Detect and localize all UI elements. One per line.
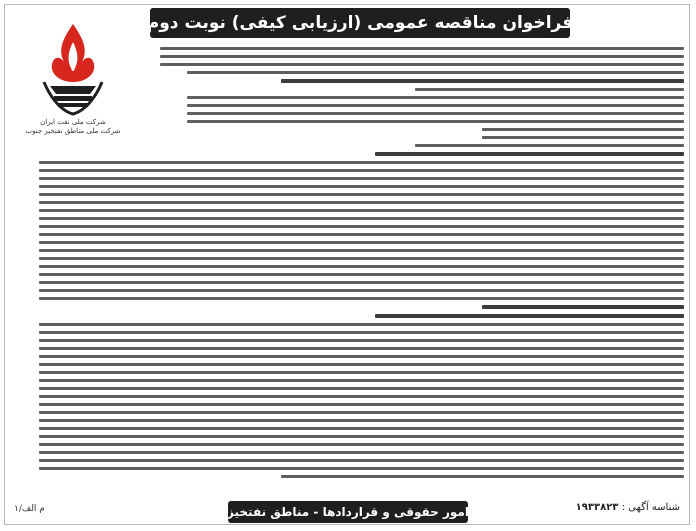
body-text-line <box>39 265 684 268</box>
body-text-line <box>160 47 684 50</box>
body-text-line <box>39 395 684 398</box>
body-text-line <box>39 363 684 366</box>
body-text-line <box>187 71 684 74</box>
body-text-line <box>39 459 684 462</box>
body-text-line <box>39 217 684 220</box>
footer-note: م الف/۱ <box>14 504 45 514</box>
body-text-line <box>482 128 684 131</box>
body-text-line <box>187 120 684 123</box>
body-text-line <box>39 467 684 470</box>
footer-row <box>4 498 690 526</box>
body-text-line <box>415 144 684 147</box>
body-text-line <box>39 427 684 430</box>
body-text-line <box>39 379 684 382</box>
body-text-line <box>39 273 684 276</box>
body-text-line <box>39 403 684 406</box>
body-text-line <box>160 55 684 58</box>
body-text-line <box>39 435 684 438</box>
body-text-line <box>187 96 684 99</box>
body-text-line <box>39 241 684 244</box>
body-text-line <box>39 201 684 204</box>
notice-id-value: ۱۹۳۳۸۲۳ <box>575 502 619 513</box>
body-text-line <box>39 419 684 422</box>
body-text-line <box>39 451 684 454</box>
logo-caption-line2: شرکت ملی مناطق نفتخیز جنوب <box>25 127 121 135</box>
body-text-line <box>187 104 684 107</box>
body-text-line <box>39 193 684 196</box>
document-title-banner <box>146 8 574 38</box>
body-text-line <box>39 281 684 284</box>
body-text-line <box>39 289 684 292</box>
notice-id-label: شناسه آگهی : <box>621 502 680 513</box>
body-text-line <box>482 305 684 309</box>
body-text-line <box>39 177 684 180</box>
body-text-line <box>281 79 684 83</box>
notice-id <box>576 502 680 513</box>
document-body-text <box>12 42 684 480</box>
body-text-line <box>39 411 684 414</box>
body-text-line <box>39 297 684 300</box>
body-text-line <box>39 443 684 446</box>
body-text-line <box>281 475 684 478</box>
body-text-line <box>415 88 684 91</box>
footer-banner-text: امور حقوقی و قراردادها - مناطق نفتخیز <box>227 505 469 519</box>
body-text-line <box>39 339 684 342</box>
body-text-line <box>39 161 684 164</box>
body-text-line <box>39 209 684 212</box>
body-text-line <box>39 233 684 236</box>
body-text-line <box>39 249 684 252</box>
body-text-line <box>39 169 684 172</box>
body-text-line <box>187 112 684 115</box>
document-title: فراخوان مناقصه عمومی (ارزیابی کیفی) نوبت دوم <box>146 13 574 33</box>
body-text-line <box>39 323 684 326</box>
body-text-line <box>160 63 684 66</box>
body-text-line <box>39 185 684 188</box>
body-text-line <box>39 387 684 390</box>
body-text-line <box>39 347 684 350</box>
body-text-line <box>375 152 684 156</box>
body-text-line <box>375 314 684 318</box>
body-text-line <box>39 355 684 358</box>
logo-caption-line1: شرکت ملی نفت ایران <box>40 118 106 126</box>
body-text-line <box>482 136 684 139</box>
body-text-line <box>39 331 684 334</box>
footer-banner <box>228 501 468 523</box>
body-text-line <box>39 225 684 228</box>
body-text-line <box>39 371 684 374</box>
body-text-line <box>39 257 684 260</box>
